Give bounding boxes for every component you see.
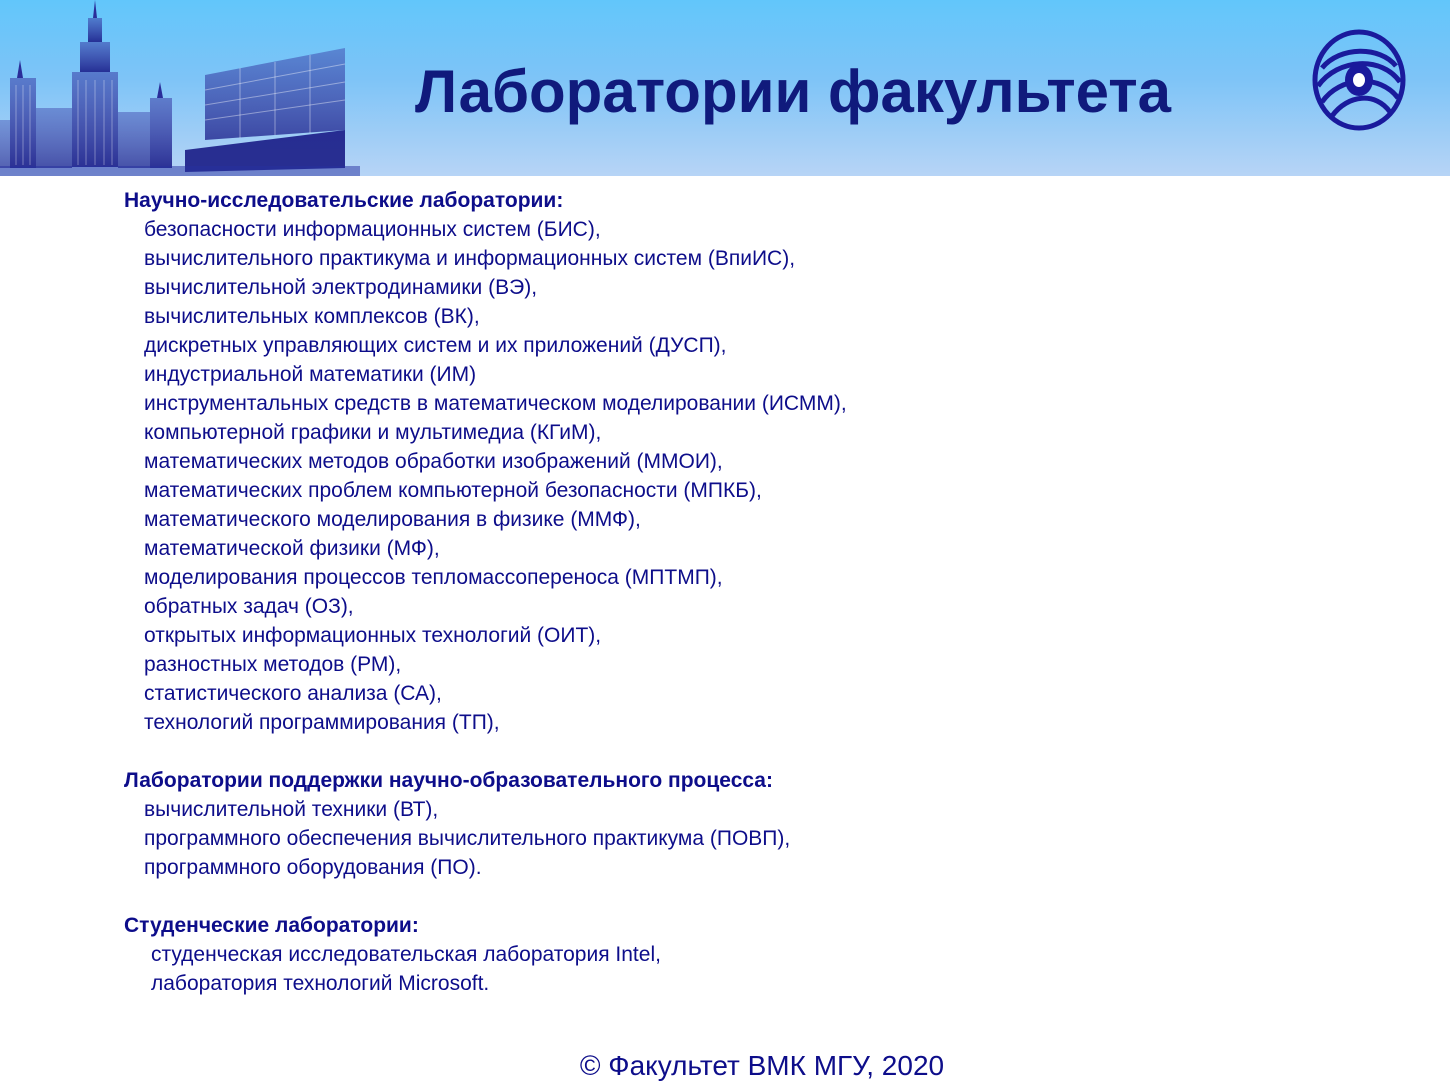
list-item: математических проблем компьютерной безопасности (МПКБ), xyxy=(144,479,762,502)
list-item: безопасности информационных систем (БИС), xyxy=(144,218,601,241)
list-item: лаборатория технологий Microsoft. xyxy=(151,972,490,995)
page-title: Лаборатории факультета xyxy=(415,58,1171,125)
research-labs-list xyxy=(124,215,1324,737)
list-item: вычислительного практикума и информационных систем (ВпиИС), xyxy=(144,247,796,270)
list-item: математической физики (МФ), xyxy=(144,537,440,560)
section-title: Студенческие лаборатории: xyxy=(124,914,419,937)
list-item: математических методов обработки изображений (ММОИ), xyxy=(144,450,723,473)
support-labs-section xyxy=(124,766,1324,882)
list-item: программного оборудования (ПО). xyxy=(144,856,482,879)
list-item: дискретных управляющих систем и их приложений (ДУСП), xyxy=(144,334,727,357)
msu-buildings-illustration xyxy=(0,0,360,176)
header-banner xyxy=(0,0,1450,176)
student-labs-section xyxy=(124,911,1324,998)
list-item: инструментальных средств в математическом моделировании (ИСММ), xyxy=(144,392,847,415)
section-title: Лаборатории поддержки научно-образовательного процесса: xyxy=(124,769,773,792)
list-item: моделирования процессов тепломассопереноса (МПТМП), xyxy=(144,566,723,589)
list-item: компьютерной графики и мультимедиа (КГиМ), xyxy=(144,421,602,444)
support-labs-list xyxy=(124,795,1324,882)
list-item: вычислительной техники (ВТ), xyxy=(144,798,439,821)
list-item: вычислительной электродинамики (ВЭ), xyxy=(144,276,538,299)
list-item: технологий программирования (ТП), xyxy=(144,711,500,734)
list-item: студенческая исследовательская лаборатория Intel, xyxy=(151,943,661,966)
student-labs-list xyxy=(124,940,1324,998)
list-item: программного обеспечения вычислительного практикума (ПОВП), xyxy=(144,827,791,850)
list-item: индустриальной математики (ИМ) xyxy=(144,363,477,386)
list-item: обратных задач (ОЗ), xyxy=(144,595,354,618)
list-item: разностных методов (РМ), xyxy=(144,653,402,676)
research-labs-section xyxy=(124,186,1324,737)
list-item: статистического анализа (СА), xyxy=(144,682,442,705)
list-item: вычислительных комплексов (ВК), xyxy=(144,305,480,328)
copyright-text: © Факультет ВМК МГУ, 2020 xyxy=(579,1050,945,1081)
footer xyxy=(0,1048,1450,1084)
list-item: открытых информационных технологий (ОИТ), xyxy=(144,624,602,647)
section-title: Научно-исследовательские лаборатории: xyxy=(124,189,564,212)
list-item: математического моделирования в физике (ММФ), xyxy=(144,508,641,531)
cmc-faculty-logo xyxy=(1310,28,1408,132)
labs-content xyxy=(124,186,1324,998)
